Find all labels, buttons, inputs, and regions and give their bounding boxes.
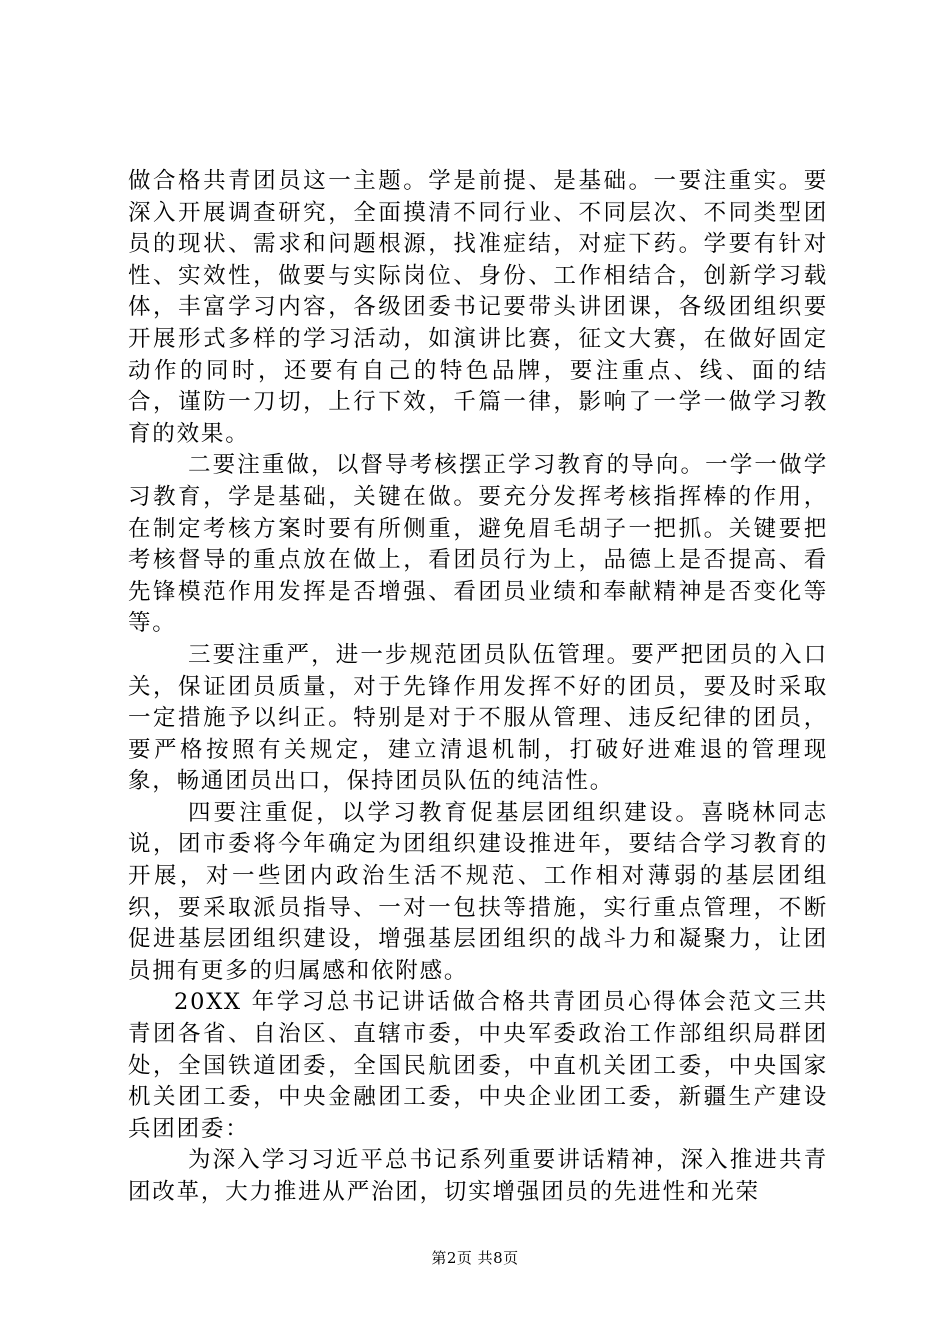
document-body	[128, 166, 828, 1209]
paragraph-1: 做合格共青团员这一主题。学是前提、是基础。一要注重实。要深入开展调查研究，全面摸清不同行业、不同层次、不同类型团员的现状、需求和问题根源，找准症结，对症下药。学要有针对性、实效性，做要与实际岗位、身份、工作相结合，创新学习载体，丰富学习内容，各级团委书记要带头讲团课，各级团组织要开展形式多样的学习活动，如演讲比赛，征文大赛，在做好固定动作的同时，还要有自己的特色品牌，要注重点、线、面的结合，谨防一刀切，上行下效，千篇一律，影响了一学一做学习教育的效果。	[128, 168, 828, 447]
paragraph-5: 20XX 年学习总书记讲话做合格共青团员心得体会范文三共青团各省、自治区、直辖市委，中央军委政治工作部组织局群团处，全国铁道团委，全国民航团委，中直机关团工委，中央国家机关团工委，中央金融团工委，中央企业团工委，新疆生产建设兵团团委：	[128, 989, 828, 1142]
page-footer: 第2页 共8页	[431, 1249, 519, 1267]
paragraph-4: 四要注重促，以学习教育促基层团组织建设。喜晓林同志说，团市委将今年确定为团组织建设推进年，要结合学习教育的开展，对一些团内政治生活不规范、工作相对薄弱的基层团组织，要采取派员指导、一对一包扶等措施，实行重点管理，不断促进基层团组织建设，增强基层团组织的战斗力和凝聚力，让团员拥有更多的归属感和依附感。	[128, 799, 828, 984]
paragraph-3: 三要注重严，进一步规范团员队伍管理。要严把团员的入口关，保证团员质量，对于先锋作用发挥不好的团员，要及时采取一定措施予以纠正。特别是对于不服从管理、违反纪律的团员，要严格按照有关规定，建立清退机制，打破好进难退的管理现象，畅通团员出口，保持团员队伍的纯洁性。	[128, 641, 828, 795]
paragraph-6: 为深入学习习近平总书记系列重要讲话精神，深入推进共青团改革，大力推进从严治团，切实增强团员的先进性和光荣	[128, 1147, 828, 1205]
paragraph-2: 二要注重做，以督导考核摆正学习教育的导向。一学一做学习教育，学是基础，关键在做。要充分发挥考核指挥棒的作用，在制定考核方案时要有所侧重，避免眉毛胡子一把抓。关键要把考核督导的重点放在做上，看团员行为上，品德上是否提高、看先锋模范作用发挥是否增强、看团员业绩和奉献精神是否变化等等。	[128, 452, 828, 637]
